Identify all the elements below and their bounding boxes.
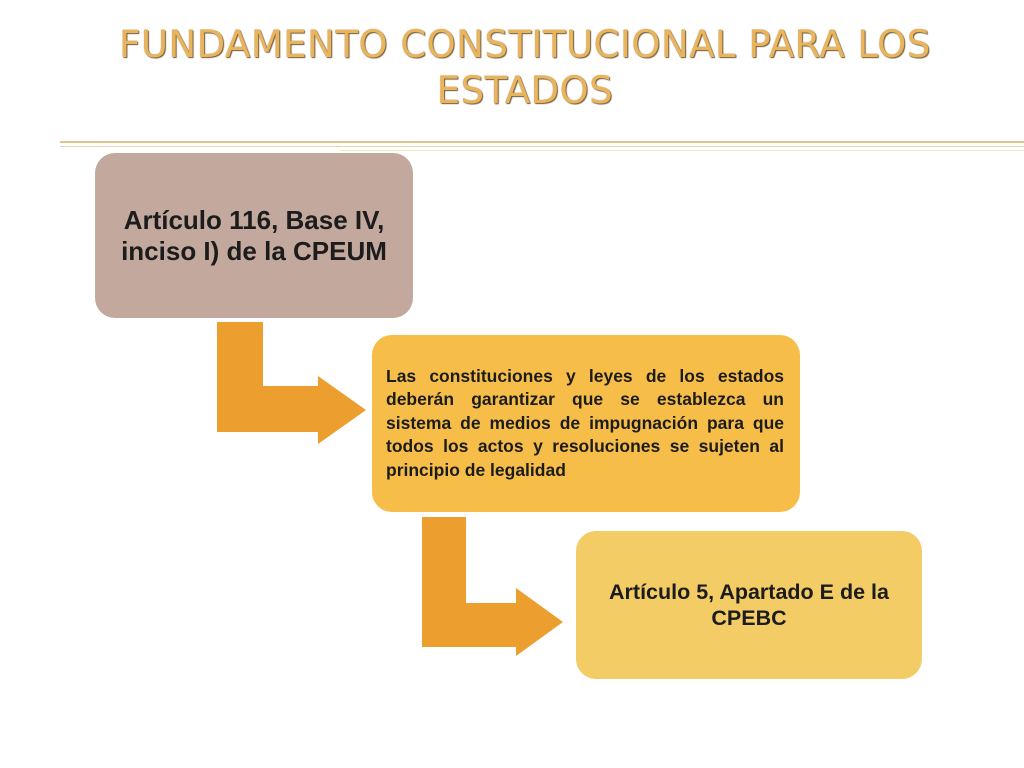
box-text: Artículo 116, Base IV, inciso I) de la CPEUM (121, 204, 387, 266)
bent-arrow-2 (422, 517, 563, 656)
box-text: Artículo 5, Apartado E de la CPEBC (609, 580, 889, 630)
diagram-box-description (372, 335, 800, 512)
bent-arrow-1 (217, 322, 366, 444)
diagram-box-cpebc (576, 531, 922, 679)
box-text: Las constituciones y leyes de los estados deberán garantizar que se establezca un sistema de medios de impugnación para que todos los actos y resoluciones se sujeten al principio de legalidad (386, 365, 784, 480)
diagram-box-cpeum (95, 153, 413, 318)
slide-title: FUNDAMENTO CONSTITUCIONAL PARA LOS ESTADOS (119, 23, 931, 112)
